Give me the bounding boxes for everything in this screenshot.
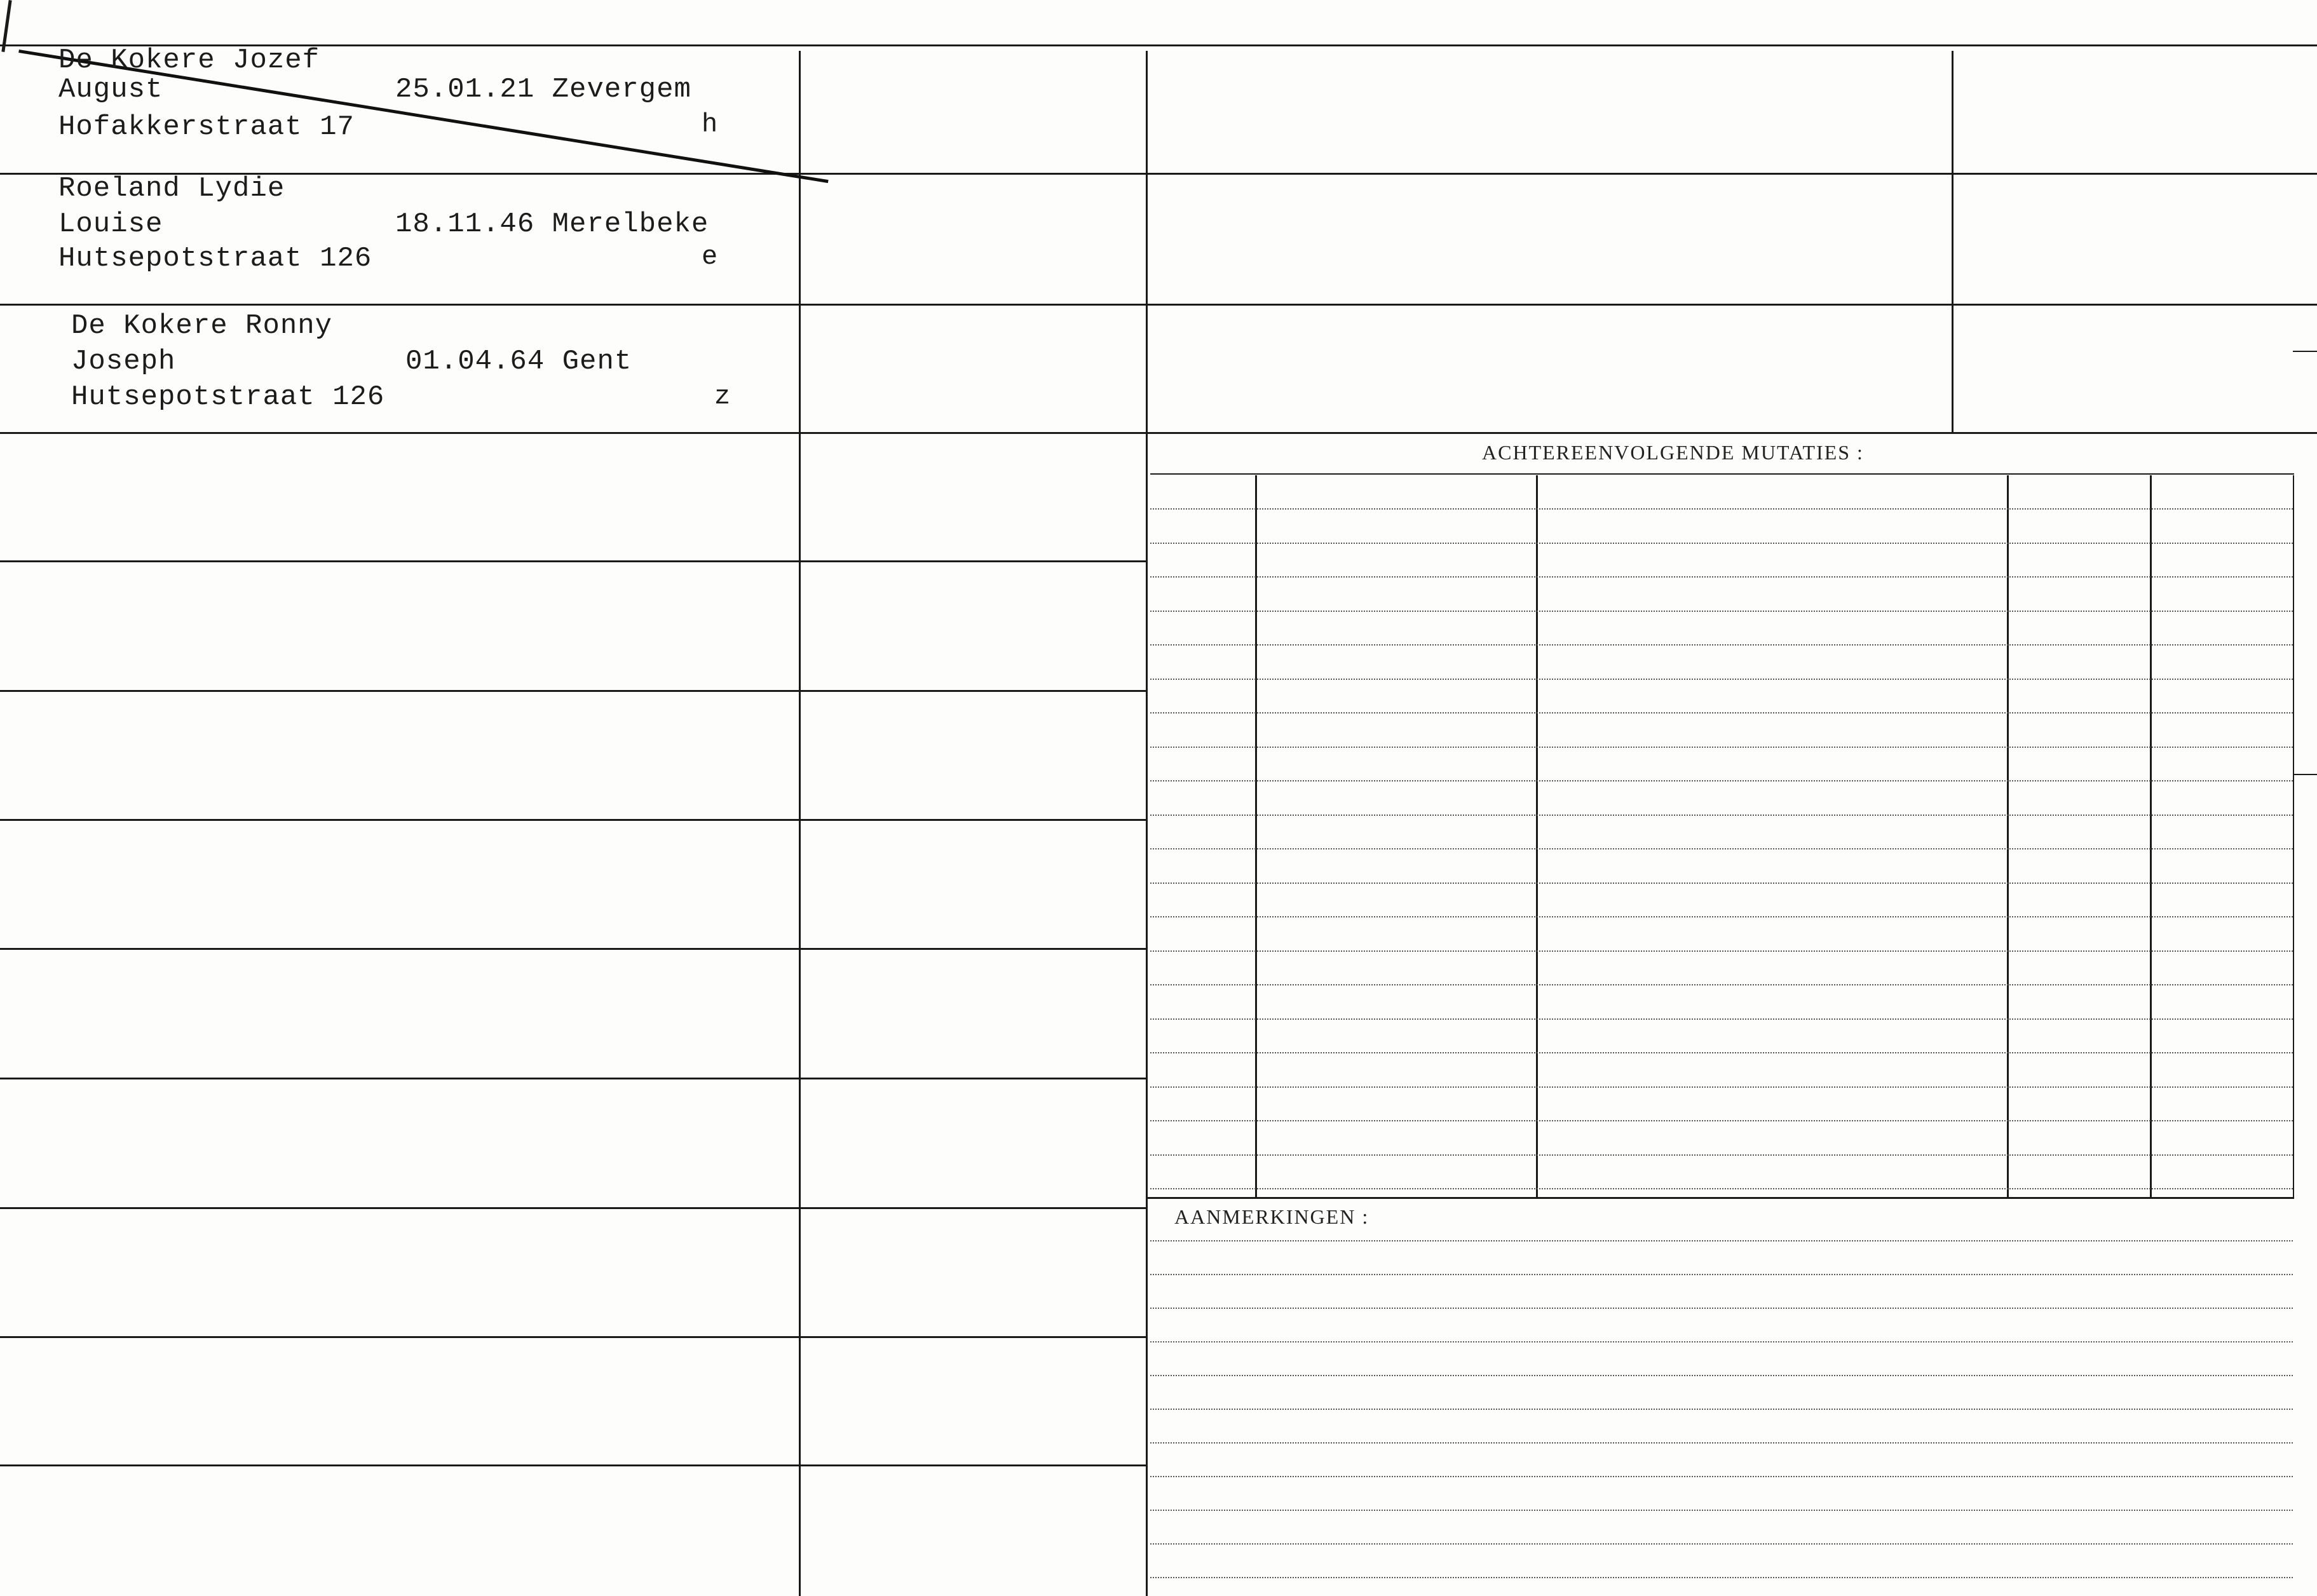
column-divider-1: [799, 51, 801, 1596]
aanmerkingen-ruled-line: [1150, 1240, 2293, 1241]
person-1-name: De Kokere Jozef: [58, 44, 320, 76]
mutaties-ruled-line: [1150, 712, 2293, 713]
mutaties-ruled-line: [1150, 815, 2293, 816]
right-row-line-1: [1146, 173, 2317, 175]
aanmerkingen-ruled-line: [1150, 1510, 2293, 1511]
mutaties-ruled-line: [1150, 1188, 2293, 1189]
person-2-birth: 18.11.46 Merelbeke: [395, 208, 709, 240]
person-3-address: Hutsepotstraat 126: [71, 381, 385, 413]
person-3-given-name: Joseph: [71, 346, 176, 377]
aanmerkingen-ruled-line: [1150, 1577, 2293, 1578]
person-1-birth: 25.01.21 Zevergem: [395, 74, 691, 105]
mutaties-ruled-line: [1150, 883, 2293, 884]
person-2-address: Hutsepotstraat 126: [58, 243, 372, 274]
mutaties-ruled-line: [1150, 747, 2293, 748]
mutaties-ruled-line: [1150, 1120, 2293, 1121]
top-border: [0, 44, 2317, 46]
person-3-code: z: [714, 381, 731, 412]
aanmerkingen-ruled-line: [1150, 1308, 2293, 1309]
mutaties-col-2: [1536, 475, 1538, 1197]
row-line-4: [0, 560, 1146, 562]
mutaties-col-1: [1255, 475, 1257, 1197]
aanmerkingen-ruled-line: [1150, 1341, 2293, 1342]
mutaties-ruled-line: [1150, 1086, 2293, 1088]
mutaties-bottom-line: [1146, 1197, 2294, 1199]
row-line-9: [0, 1207, 1146, 1209]
margin-tick-1: [2293, 351, 2317, 352]
mutaties-ruled-line: [1150, 543, 2293, 544]
mutaties-ruled-line: [1150, 1052, 2293, 1053]
person-3-name: De Kokere Ronny: [71, 310, 333, 342]
mutaties-heading: ACHTEREENVOLGENDE MUTATIES :: [1482, 441, 1864, 464]
mutaties-ruled-line: [1150, 611, 2293, 612]
aanmerkingen-ruled-line: [1150, 1543, 2293, 1545]
row-line-2: [0, 304, 1146, 306]
row-line-7: [0, 948, 1146, 950]
aanmerkingen-ruled-line: [1150, 1409, 2293, 1410]
right-row-line-3: [1146, 432, 2317, 434]
mutaties-col-3: [2007, 475, 2009, 1197]
person-2-given-name: Louise: [58, 208, 163, 240]
mutaties-ruled-line: [1150, 644, 2293, 646]
mutaties-ruled-line: [1150, 1018, 2293, 1020]
person-1-given-name: August: [58, 74, 163, 105]
mutaties-ruled-line: [1150, 950, 2293, 952]
person-1-code: h: [702, 109, 718, 140]
row-line-8: [0, 1078, 1146, 1079]
mutaties-ruled-line: [1150, 984, 2293, 985]
mutaties-col-4: [2150, 475, 2152, 1197]
aanmerkingen-ruled-line: [1150, 1442, 2293, 1444]
mutaties-ruled-line: [1150, 508, 2293, 510]
right-row-line-2: [1146, 304, 2317, 306]
row-line-5: [0, 690, 1146, 692]
person-2-name: Roeland Lydie: [58, 173, 285, 205]
mutaties-ruled-line: [1150, 1154, 2293, 1156]
row-line-3: [0, 432, 1146, 434]
aanmerkingen-ruled-line: [1150, 1476, 2293, 1477]
aanmerkingen-ruled-line: [1150, 1375, 2293, 1376]
row-line-6: [0, 819, 1146, 821]
column-divider-3: [1952, 51, 1953, 432]
margin-tick-2: [2293, 774, 2317, 775]
aanmerkingen-heading: AANMERKINGEN :: [1174, 1205, 1369, 1228]
mutaties-ruled-line: [1150, 780, 2293, 781]
mutaties-ruled-line: [1150, 576, 2293, 578]
row-line-10: [0, 1336, 1146, 1338]
mutaties-ruled-line: [1150, 916, 2293, 917]
person-2-code: e: [702, 241, 718, 272]
column-divider-2: [1146, 51, 1148, 1596]
mutaties-top-line: [1150, 473, 2294, 475]
mutaties-ruled-line: [1150, 679, 2293, 680]
mutaties-ruled-line: [1150, 848, 2293, 849]
person-1-address: Hofakkerstraat 17: [58, 111, 355, 143]
mutaties-right-edge: [2293, 475, 2294, 1197]
aanmerkingen-ruled-line: [1150, 1274, 2293, 1275]
person-3-birth: 01.04.64 Gent: [405, 346, 632, 377]
row-line-11: [0, 1464, 1146, 1466]
